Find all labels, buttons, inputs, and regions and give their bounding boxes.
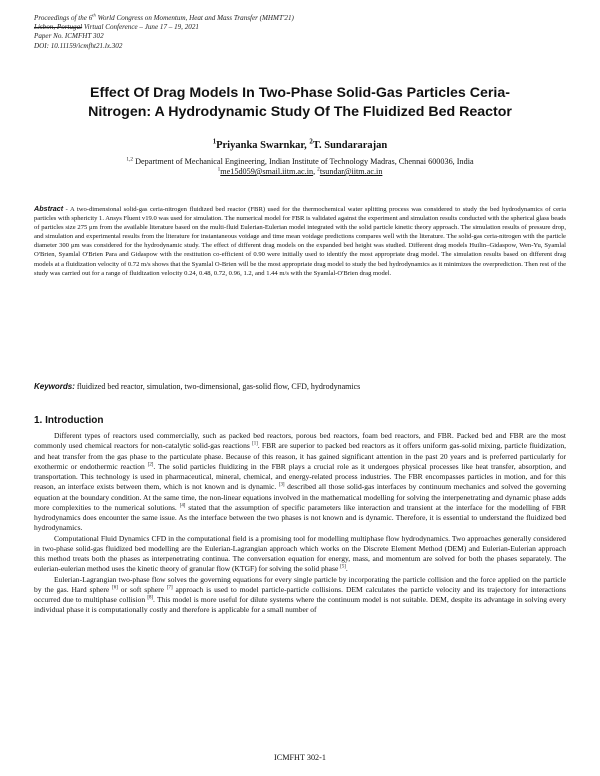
- abstract: [34, 204, 566, 278]
- struck-location: Lisbon, Portugal: [34, 23, 83, 32]
- citation: [6]: [112, 585, 118, 591]
- paper-title: Effect Of Drag Models In Two-Phase Solid-Gas Particles Ceria- Nitrogen: A Hydrodynamic Study Of The Fluidized Bed Reactor: [88, 85, 512, 120]
- author-2: T. Sundararajan: [312, 140, 388, 151]
- keywords-text: fluidized bed reactor, simulation, two-dimensional, gas-solid flow, CFD, hydrodynamics: [74, 382, 361, 391]
- abstract-label: Abstract: [34, 204, 64, 213]
- proceedings-line: Proceedings of the 6th World Congress on Momentum, Heat and Mass Transfer (MHMT'21): [34, 12, 294, 22]
- keywords-label: Keywords:: [34, 382, 75, 391]
- section-heading: 1. Introduction: [34, 415, 104, 426]
- paragraph-2: Computational Fluid Dynamics CFD in the computational field is a promising tool for modelling multiphase flow hydrodynamics. Two approaches generally considered in two-phase solid-gas fluidized bed modelling are the Eulerian-Lagrangian approach which works on the Discrete Element Method (DEM) and Eulerian-Eulerian approach this method treats both the phases as interpenetrating continua. The conversation equation for energy, mass, and momentum are solved for both the phases separately. The eulerian-eulerian method uses the kinetic theory of granular flow (KTGF) for solving the solid phase [5].: [34, 533, 566, 574]
- page-footer: ICMFHT 302-1: [274, 753, 326, 762]
- authors: $^1$Priyanka Swarnkar, $^2$T. Sundararajan: [212, 138, 388, 151]
- citation: [1]: [252, 441, 258, 447]
- proceedings-header: [34, 14, 294, 51]
- citation: [3]: [278, 482, 285, 488]
- paragraph-1: Different types of reactors used commercially, such as packed bed reactors, porous bed reactors, foam bed reactors, and FBR. Packed bed and FBR are the most commonly used chemical reactors for non-catalytic solid-gas reactions [1]. FBR are superior to packed bed reactors as it offers uniform gas-solid mixing, particle fluidization, and heat transfer from the gas phase to the particulate phase. Because of this reason, it has gained significant attention in the past 20 years and is preferred particularly for exothermic or endothermic reaction [2]. The solid particles fluidizing in the FBR plays a crucial role as it undergoes physical processes like heat transfer, absorption, and transportation. This technology is used in pharmaceutical, mineral, chemical, and energy-related process industries. The FBR encompasses particles in motion, and for this reason, an interface exists between them, which is not known and is dynamic. [3] described all those solid-gas interfaces by continuum mechanics and solved the governing equation at the boundary condition. At the same time, the non-linear equations involved in the mathematical modelling for solving the interpenetrating and dynamic phase adds more complexities to the numerical solutions. [4] stated that the assumption of specific parameters like interaction and transient at the interface for the modelling of FBR hydrodynamics does encounter the same issue. As the interface between the two phases is not known and is dynamic. Therefore, it is essential to understand the fluidized bed hydrodynamics.: [34, 431, 567, 533]
- citation: [5]: [340, 564, 346, 570]
- citation: [4]: [179, 503, 186, 509]
- citation: [2]: [147, 462, 154, 468]
- body-text: [34, 431, 566, 616]
- keywords: [34, 382, 566, 391]
- citation: [8]: [147, 595, 154, 601]
- affiliation: $^{1,2}$ Department of Mechanical Engineering, Indian Institute of Technology Madras, Chennai 600036, India: [126, 156, 474, 166]
- paragraph-3: Eulerian-Lagrangian two-phase flow solves the governing equations for every single particle by incorporating the particle collision and the force applied on the particle by the gas. Hard sphere [6] or soft sphere [7] approach is used to model particle-particle collisions. DEM calculates the particle velocity and its trajectory for interactions occurred due to multiphase collision [8]. This model is more useful for dilute systems where the continuum model is not suitable. DEM, despite its advantage in solving every individual phase it is computationally costly and therefore is applicable for a small number of: [34, 574, 566, 615]
- venue-line: Lisbon, Portugal Virtual Conference – June 17 – 19, 2021: [34, 23, 199, 32]
- emails: $^1$me15d059@smail.iitm.ac.in, $^2$tsundar@iitm.ac.in: [217, 166, 383, 176]
- abstract-text: - A two-dimensional solid-gas ceria-nitrogen fluidized bed reactor (FBR) used for the thermochemical water splitting process was considered to study the bed hydrodynamics of ceria particles with sphericity 1. Ansys Fluent v19.0 was used for simulation. The numerical model for FBR is validated against the experiment and simulation results conducted with the spherical glass beads of particles size 275 μm from the available literature based on the multi-fluid Eulerian-Eulerian model integrated with the solid particle kinetic theory approach. The simulation results of pressure drop, and simulation and experimental results from the literature for instantaneous voidage and time mean voidage predictions compares well with the literature. The solid-gas ceria-nitrogen with the particle diameter 300 μm was considered for the hydrodynamic study. The effect of different drag models on the expanded bed height was studied. Different drag models Huilin–Gidaspow, Wen-Yu, Syamlal O'Brien, Syamlal O'Brien Para and Gidaspow with the restitution co-efficient of 0.90 were initially used to identify the most appropriate drag model. The simulation results based on different drag models at a fluidization velocity of 0.72 m/s shows that the Syamlal O-Brien will be the most appropriate drag model to study the bed hydrodynamics as it minimizes the overprediction. Then rest of the study was carried out for a range of fluidization velocity 0.24, 0.48, 0.72, 0.96, 1.2, and 1.44 m/s with the Syamlal-O'Brien drag model.: [34, 206, 566, 277]
- doi: DOI: 10.11159/icmfht21.lx.302: [34, 41, 123, 50]
- email-link-2[interactable]: tsundar@iitm.ac.in: [319, 167, 383, 176]
- paper-number: Paper No. ICMFHT 302: [34, 32, 104, 41]
- author-1: Priyanka Swarnkar: [216, 140, 305, 151]
- email-link-1[interactable]: me15d059@smail.iitm.ac.in: [220, 167, 314, 176]
- citation: [7]: [166, 585, 173, 591]
